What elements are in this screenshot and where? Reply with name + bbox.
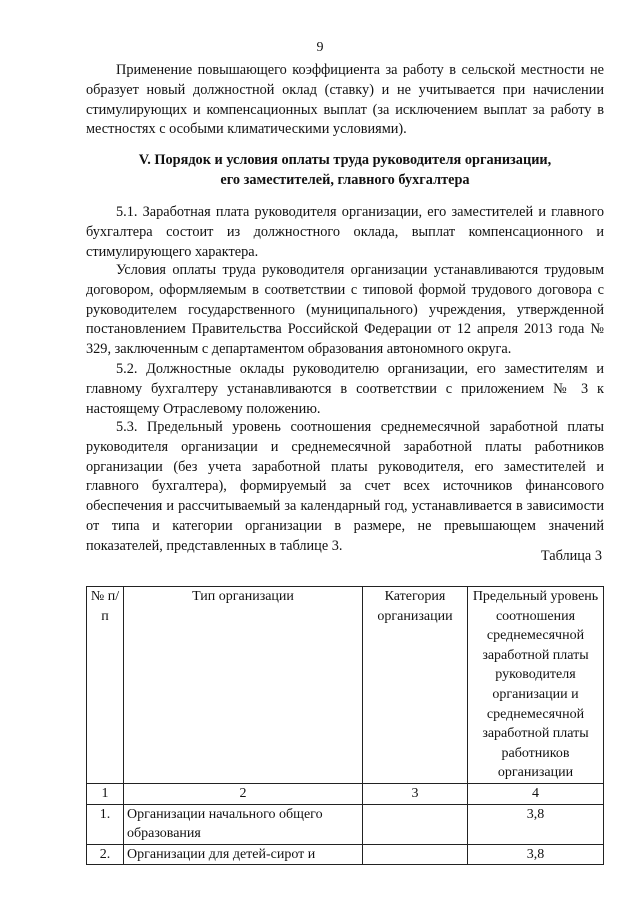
table-header-row [87,587,604,784]
column-number-cell: 2 [124,783,363,804]
page-number: 9 [316,40,324,55]
row-number-cell: 1. [87,804,124,844]
row-type-cell: Организации для детей-сирот и [124,844,363,865]
table-row [87,804,604,844]
row-type-cell: Организации начального общего образования [124,804,363,844]
section-heading [86,151,604,191]
paragraph-5-1: 5.1. Заработная плата руководителя организации, его заместителей и главного бухгалтера состоит из должностного оклада, выплат компенсационного и стимулирующего характера. [86,204,604,260]
header-cell-number: № п/п [87,587,124,784]
paragraph-5-2: 5.2. Должностные оклады руководителю организации, его заместителям и главному бухгалтеру устанавливаются в соответствии с приложением № 3 к настоящему Отраслевому положению. [86,361,604,417]
row-category-cell [363,804,468,844]
header-cell-ratio: Предельный уровень соотношения среднемесячной заработной платы руководителя организации и среднемесячной заработной платы работников организации [468,587,604,784]
paragraph-5-3: 5.3. Предельный уровень соотношения среднемесячной заработной платы руководителя организации и среднемесячной заработной платы работников организации (без учета заработной платы руководителя, его заместителей и главного бухгалтера), формируемый за счет всех источников финансового обеспечения и рассчитываемый за календарный год, устанавливается в зависимости от типа и категории организации в размере, не превышающем значений показателей, представленных в таблице 3. [86,419,604,554]
column-number-cell: 3 [363,783,468,804]
column-number-cell: 4 [468,783,604,804]
header-cell-type: Тип организации [124,587,363,784]
row-ratio-cell: 3,8 [468,804,604,844]
table-label: Таблица 3 [540,548,602,564]
row-ratio-cell: 3,8 [468,844,604,865]
intro-paragraph: Применение повышающего коэффициента за работу в сельской местности не образует новый должностной оклад (ставку) и не учитывается при начислении стимулирующих и компенсационных выплат (за исключением выплат за работу в местностях с особыми климатическими условиями). [86,62,604,138]
section-heading-line2: его заместителей, главного бухгалтера [220,171,470,188]
header-cell-category: Категория организации [363,587,468,784]
table-column-numbers-row [87,783,604,804]
table-row [87,844,604,865]
section-heading-line1: V. Порядок и условия оплаты труда руководителя организации, [138,152,552,168]
column-number-cell: 1 [87,783,124,804]
row-category-cell [363,844,468,865]
row-number-cell: 2. [87,844,124,865]
table-3 [86,586,604,865]
paragraph-conditions: Условия оплаты труда руководителя организации устанавливаются трудовым договором, оформляемым в соответствии с типовой формой трудового договора с руководителем государственного (муниципального) учреждения, утвержденной постановлением Правительства Российской Федерации от 12 апреля 2013 года № 329, заключенным с департаментом образования автономного округа. [86,262,604,358]
